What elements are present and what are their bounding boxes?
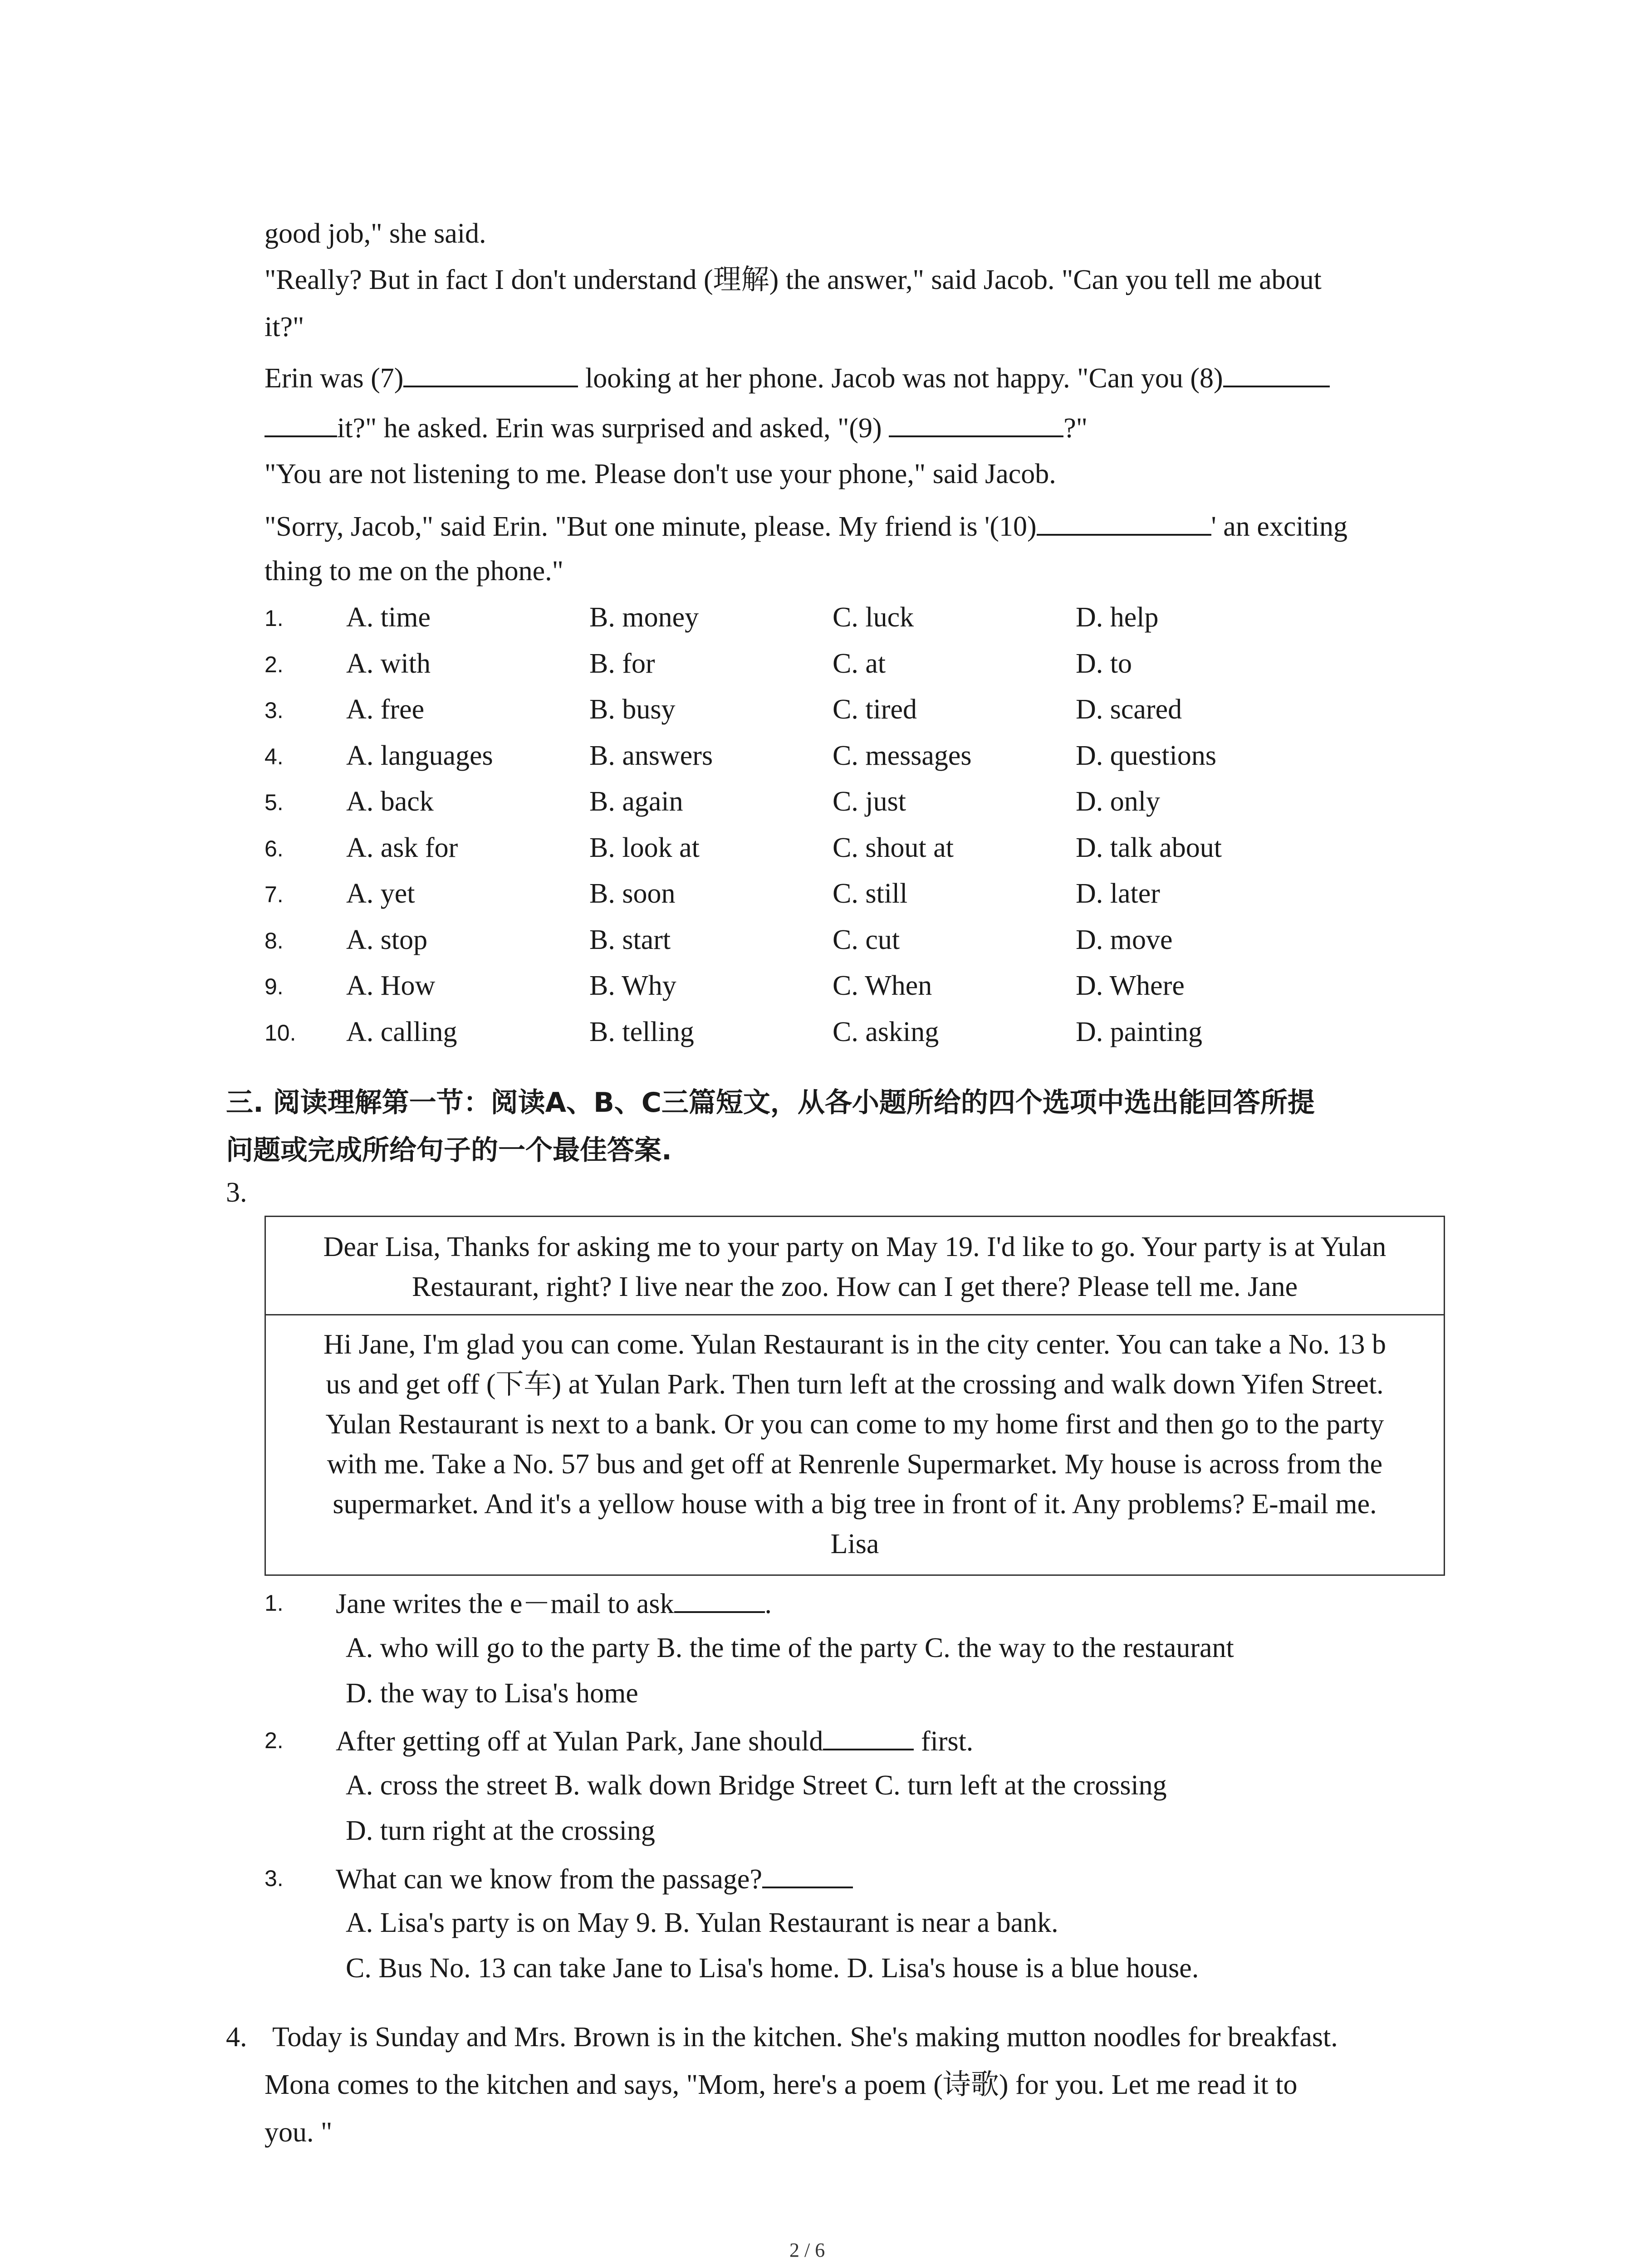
question-4-label: 4. [226, 2022, 247, 2053]
cloze-option-c: C. at [833, 648, 886, 679]
subq-3-number: 3. [265, 1866, 284, 1891]
subq-1-number: 1. [265, 1590, 284, 1616]
letter-lisa-line-2: us and get off (下车) at Yulan Park. Then turn left at the crossing and walk down Yifen Street. [326, 1369, 1384, 1400]
letter-lisa-line-3: Yulan Restaurant is next to a bank. Or you can come to my home first and then go to the party [325, 1409, 1384, 1440]
cloze-option-b: B. again [589, 786, 683, 817]
stem-text: . [764, 1589, 772, 1619]
cloze-option-b: B. answers [589, 740, 713, 771]
cloze-option-row [265, 880, 1444, 916]
cloze-option-d: D. move [1076, 924, 1173, 955]
letter-jane-line-2: Restaurant, right? I live near the zoo. How can I get there? Please tell me. Jane [411, 1271, 1298, 1302]
cloze-option-number: 8. [265, 928, 284, 953]
cloze-option-b: B. busy [589, 694, 676, 725]
cloze-option-b: B. soon [589, 878, 676, 909]
section-heading-line-2: 问题或完成所给句子的一个最佳答案. [226, 1134, 672, 1166]
cloze-option-number: 1. [265, 606, 284, 631]
cloze-option-a: A. yet [346, 878, 415, 909]
answer-blank [674, 1588, 765, 1613]
passage-text: it?" he asked. Erin was surprised and asked, "(9) [337, 413, 882, 444]
cloze-option-d: D. help [1076, 602, 1159, 633]
blank-9 [889, 412, 1063, 437]
passage-line-8: thing to me on the phone." [265, 556, 563, 587]
passage-text: looking at her phone. Jacob was not happy. "Can you (8) [585, 363, 1223, 394]
cloze-option-a: A. calling [346, 1016, 457, 1047]
cloze-option-d: D. only [1076, 786, 1160, 817]
subq-2-options-line-2: D. turn right at the crossing [346, 1815, 655, 1846]
cloze-option-a: A. ask for [346, 832, 458, 863]
question-3-label: 3. [226, 1177, 247, 1208]
cloze-option-d: D. Where [1076, 970, 1185, 1001]
cloze-option-b: B. Why [589, 970, 676, 1001]
passage-line-7 [265, 510, 1347, 541]
stem-text: Jane writes the e－mail to ask [336, 1589, 674, 1619]
cloze-option-a: A. How [346, 970, 436, 1001]
cloze-option-a: A. time [346, 602, 431, 633]
passage-line-3: it?" [265, 312, 304, 342]
blank-8a [1223, 362, 1330, 387]
cloze-option-c: C. tired [833, 694, 917, 725]
passage-line-4 [265, 362, 1330, 392]
cloze-option-row [265, 926, 1444, 962]
q4-line-2: Mona comes to the kitchen and says, "Mom, here's a poem (诗歌) for you. Let me read it to [265, 2069, 1298, 2100]
cloze-option-row [265, 787, 1444, 824]
cloze-option-a: A. with [346, 648, 431, 679]
stem-text: After getting off at Yulan Park, Jane should [336, 1726, 823, 1757]
cloze-option-d: D. later [1076, 878, 1160, 909]
cloze-option-c: C. When [833, 970, 932, 1001]
cloze-option-row [265, 650, 1444, 686]
cloze-option-a: A. back [346, 786, 434, 817]
cloze-option-a: A. free [346, 694, 425, 725]
cloze-option-b: B. for [589, 648, 655, 679]
letter-lisa-line-1: Hi Jane, I'm glad you can come. Yulan Restaurant is in the city center. You can take a No. 13 b [323, 1329, 1386, 1360]
q4-line-1: Today is Sunday and Mrs. Brown is in the kitchen. She's making mutton noodles for breakfast. [272, 2022, 1338, 2053]
cloze-option-c: C. messages [833, 740, 972, 771]
cloze-option-c: C. asking [833, 1016, 939, 1047]
cloze-option-d: D. talk about [1076, 832, 1222, 863]
cloze-option-row [265, 834, 1444, 870]
passage-line-5 [265, 412, 1087, 442]
cloze-option-number: 2. [265, 651, 284, 677]
cloze-option-c: C. shout at [833, 832, 954, 863]
stem-text: What can we know from the passage? [336, 1864, 762, 1895]
subq-3-options-line-2: C. Bus No. 13 can take Jane to Lisa's home. D. Lisa's house is a blue house. [346, 1953, 1199, 1984]
cloze-option-c: C. cut [833, 924, 900, 955]
subq-2-stem [336, 1725, 973, 1755]
cloze-option-row [265, 972, 1444, 1008]
letter-box-jane [265, 1216, 1445, 1315]
cloze-option-a: A. languages [346, 740, 493, 771]
cloze-option-number: 3. [265, 698, 284, 723]
subq-3-options-line-1: A. Lisa's party is on May 9. B. Yulan Restaurant is near a bank. [346, 1907, 1058, 1938]
cloze-option-number: 4. [265, 743, 284, 769]
letter-lisa-line-6: Lisa [830, 1529, 879, 1559]
cloze-option-c: C. just [833, 786, 906, 817]
blank-8b [265, 412, 337, 437]
cloze-option-row [265, 603, 1444, 640]
stem-text: first. [914, 1726, 974, 1757]
cloze-option-d: D. painting [1076, 1016, 1202, 1047]
letter-lisa-line-5: supermarket. And it's a yellow house with a big tree in front of it. Any problems? E-mail me. [333, 1489, 1377, 1520]
cloze-option-b: B. look at [589, 832, 700, 863]
passage-text: ?" [1063, 413, 1088, 444]
cloze-option-d: D. scared [1076, 694, 1182, 725]
passage-text: "Sorry, Jacob," said Erin. "But one minute, please. My friend is '(10) [265, 511, 1037, 542]
cloze-option-b: B. money [589, 602, 699, 633]
passage-line-1: good job," she said. [265, 218, 486, 249]
subq-1-options-line-1: A. who will go to the party B. the time of the party C. the way to the restaurant [346, 1633, 1234, 1663]
passage-text: ' an exciting [1211, 511, 1348, 542]
cloze-option-b: B. start [589, 924, 671, 955]
cloze-option-c: C. still [833, 878, 908, 909]
cloze-option-row [265, 695, 1444, 732]
passage-line-6: "You are not listening to me. Please don't use your phone," said Jacob. [265, 459, 1056, 489]
cloze-option-number: 9. [265, 974, 284, 999]
cloze-option-b: B. telling [589, 1016, 694, 1047]
cloze-option-d: D. to [1076, 648, 1132, 679]
letter-jane-line-1: Dear Lisa, Thanks for asking me to your party on May 19. I'd like to go. Your party is at Yulan [323, 1232, 1386, 1262]
answer-blank [823, 1725, 914, 1750]
cloze-option-row [265, 1018, 1444, 1054]
cloze-option-number: 5. [265, 790, 284, 815]
passage-text: Erin was (7) [265, 363, 404, 394]
answer-blank [762, 1863, 853, 1888]
cloze-option-number: 10. [265, 1020, 296, 1046]
blank-10 [1037, 510, 1211, 536]
cloze-option-row [265, 742, 1444, 778]
cloze-option-d: D. questions [1076, 740, 1216, 771]
cloze-option-number: 6. [265, 836, 284, 861]
cloze-option-a: A. stop [346, 924, 428, 955]
letter-lisa-line-4: with me. Take a No. 57 bus and get off at Renrenle Supermarket. My house is across from the [327, 1449, 1383, 1480]
q4-line-3: you. " [265, 2117, 333, 2148]
subq-1-options-line-2: D. the way to Lisa's home [346, 1678, 638, 1709]
cloze-option-c: C. luck [833, 602, 914, 633]
subq-2-number: 2. [265, 1728, 284, 1753]
passage-line-2: "Really? But in fact I don't understand (理解) the answer," said Jacob. "Can you tell me about [265, 264, 1322, 295]
subq-2-options-line-1: A. cross the street B. walk down Bridge Street C. turn left at the crossing [346, 1770, 1167, 1801]
page-number: 2 / 6 [789, 2239, 825, 2261]
section-heading-line-1: 三. 阅读理解第一节：阅读A、B、C三篇短文，从各小题所给的四个选项中选出能回答所提 [226, 1087, 1315, 1119]
subq-1-stem [336, 1588, 772, 1618]
blank-7 [403, 362, 578, 387]
subq-3-stem [336, 1863, 853, 1893]
cloze-option-number: 7. [265, 882, 284, 907]
letter-box-lisa [265, 1314, 1445, 1576]
